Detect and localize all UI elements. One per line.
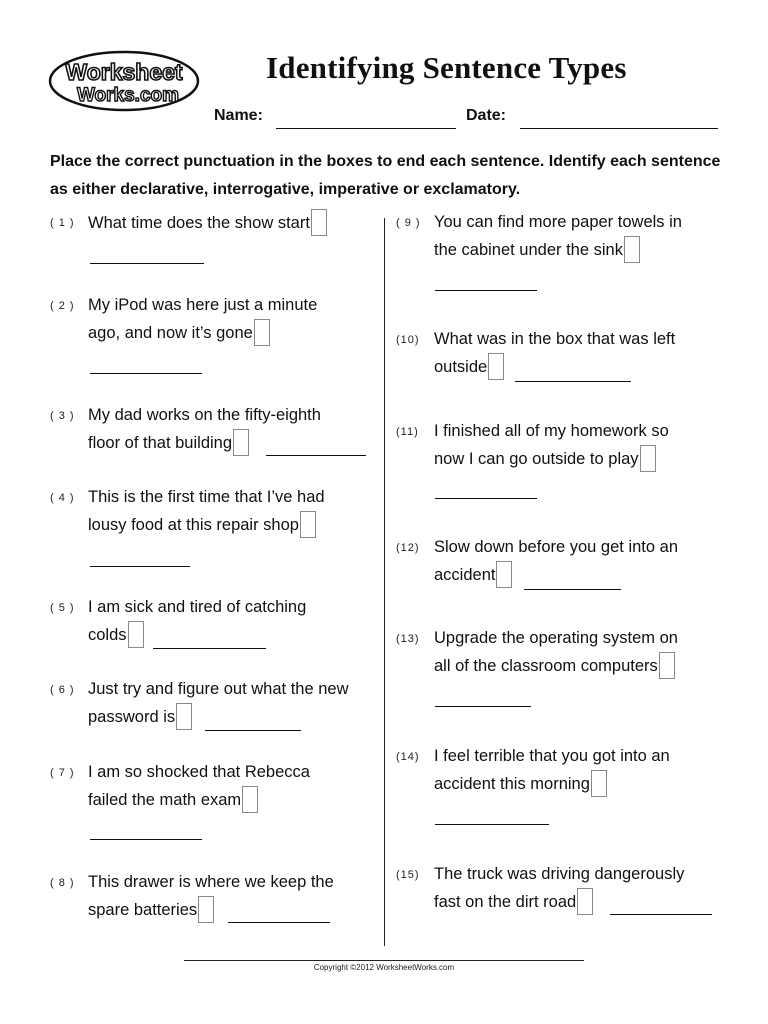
question-text: My iPod was here just a minute xyxy=(88,296,318,314)
punctuation-box[interactable] xyxy=(640,445,656,472)
answer-line[interactable] xyxy=(435,290,537,291)
question-text: Slow down before you get into an xyxy=(434,538,678,556)
instructions: Place the correct punctuation in the boxes to end each sentence. Identify each sentence as either declarative, interrogative, imperative or exclamatory. xyxy=(50,153,721,198)
question-number: ( 5 ) xyxy=(50,602,75,614)
punctuation-box[interactable] xyxy=(577,888,593,915)
answer-line[interactable] xyxy=(266,455,366,456)
answer-line[interactable] xyxy=(90,839,202,840)
name-field[interactable] xyxy=(276,128,456,129)
question-number: ( 2 ) xyxy=(50,300,75,312)
worksheetworks-logo xyxy=(48,50,200,112)
question-text: I finished all of my homework so xyxy=(434,422,669,440)
column-divider xyxy=(384,218,385,946)
question-text: This is the first time that I’ve had xyxy=(88,488,325,506)
question-text: spare batteries xyxy=(88,896,214,924)
punctuation-box[interactable] xyxy=(242,786,258,813)
question-text: accident this morning xyxy=(434,770,607,798)
question-number: ( 4 ) xyxy=(50,492,75,504)
question-text: floor of that building xyxy=(88,429,249,457)
question-text: What time does the show start xyxy=(88,209,327,237)
question-text: The truck was driving dangerously xyxy=(434,865,685,883)
logo-text-bottom: Works.com xyxy=(76,85,180,106)
punctuation-box[interactable] xyxy=(198,896,214,923)
answer-line[interactable] xyxy=(90,373,202,374)
question-number: (15) xyxy=(396,869,420,881)
punctuation-box[interactable] xyxy=(254,319,270,346)
question-text: fast on the dirt road xyxy=(434,888,593,916)
punctuation-box[interactable] xyxy=(300,511,316,538)
question-number: ( 3 ) xyxy=(50,410,75,422)
punctuation-box[interactable] xyxy=(591,770,607,797)
answer-line[interactable] xyxy=(90,566,190,567)
date-label: Date: xyxy=(466,107,507,124)
punctuation-box[interactable] xyxy=(496,561,512,588)
date-field[interactable] xyxy=(520,128,718,129)
punctuation-box[interactable] xyxy=(176,703,192,730)
question-text: What was in the box that was left xyxy=(434,330,676,348)
question-text: Just try and figure out what the new xyxy=(88,680,349,698)
question-text: I am so shocked that Rebecca xyxy=(88,763,310,781)
question-number: ( 8 ) xyxy=(50,877,75,889)
answer-line[interactable] xyxy=(205,730,301,731)
question-number: (10) xyxy=(396,334,420,346)
punctuation-box[interactable] xyxy=(624,236,640,263)
answer-line[interactable] xyxy=(153,648,266,649)
question-text: This drawer is where we keep the xyxy=(88,873,334,891)
punctuation-box[interactable] xyxy=(659,652,675,679)
question-number: ( 6 ) xyxy=(50,684,75,696)
question-text: all of the classroom computers xyxy=(434,652,675,680)
question-text: I am sick and tired of catching xyxy=(88,598,307,616)
copyright: Copyright ©2012 WorksheetWorks.com xyxy=(313,963,455,972)
logo-text-top: Worksheet xyxy=(65,59,183,85)
question-text: Upgrade the operating system on xyxy=(434,629,678,647)
answer-line[interactable] xyxy=(435,824,549,825)
question-number: ( 1 ) xyxy=(50,217,75,229)
answer-line[interactable] xyxy=(90,263,204,264)
question-number: ( 9 ) xyxy=(396,217,421,229)
question-number: (12) xyxy=(396,542,420,554)
name-label: Name: xyxy=(214,107,263,124)
answer-line[interactable] xyxy=(515,381,631,382)
question-text: accident xyxy=(434,561,512,589)
question-number: ( 7 ) xyxy=(50,767,75,779)
question-text: outside xyxy=(434,353,504,381)
question-text: the cabinet under the sink xyxy=(434,236,640,264)
question-text: You can find more paper towels in xyxy=(434,213,682,231)
question-text: password is xyxy=(88,703,192,731)
answer-line[interactable] xyxy=(435,706,531,707)
question-text: ago, and now it’s gone xyxy=(88,319,270,347)
punctuation-box[interactable] xyxy=(128,621,144,648)
answer-line[interactable] xyxy=(228,922,330,923)
question-text: failed the math exam xyxy=(88,786,258,814)
footer-divider xyxy=(184,960,584,961)
question-text: My dad works on the fifty-eighth xyxy=(88,406,321,424)
question-text: lousy food at this repair shop xyxy=(88,511,316,539)
answer-line[interactable] xyxy=(524,589,621,590)
question-number: (11) xyxy=(396,426,419,438)
question-text: now I can go outside to play xyxy=(434,445,656,473)
question-number: (14) xyxy=(396,751,420,763)
punctuation-box[interactable] xyxy=(488,353,504,380)
answer-line[interactable] xyxy=(435,498,537,499)
question-number: (13) xyxy=(396,633,420,645)
question-text: I feel terrible that you got into an xyxy=(434,747,670,765)
page-title: Identifying Sentence Types xyxy=(266,50,627,85)
punctuation-box[interactable] xyxy=(233,429,249,456)
answer-line[interactable] xyxy=(610,914,712,915)
question-text: colds xyxy=(88,621,144,649)
punctuation-box[interactable] xyxy=(311,209,327,236)
